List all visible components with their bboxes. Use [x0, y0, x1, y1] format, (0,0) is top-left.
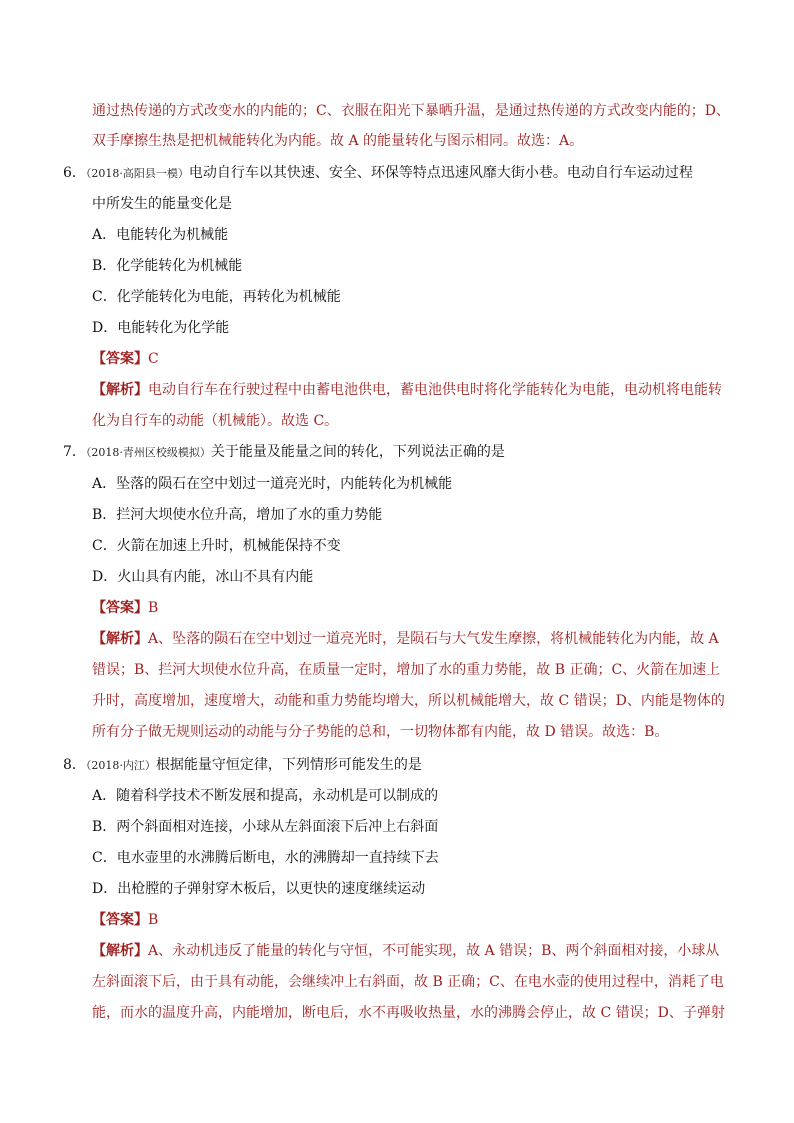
question-source: （2018·青州区校级模拟） — [85, 446, 211, 459]
option-c: C．火箭在加速上升时，机械能保持不变 — [92, 538, 341, 554]
analysis-line-3: 升时，高度增加，速度增大，动能和重力势能均增大，所以机械能增大，故 C 错误；D、内能是物体的 — [92, 693, 725, 709]
analysis-label: 【解析】 — [92, 382, 148, 398]
option-a: A．随着科学技术不断发展和提高，永动机是可以制成的 — [92, 788, 439, 804]
analysis-line-1: 【解析】A、永动机违反了能量的转化与守恒，不可能实现，故 A 错误；B、两个斜面相对接，小球从 — [92, 943, 720, 959]
analysis-label: 【解析】 — [92, 631, 148, 647]
option-d: D．电能转化为化学能 — [92, 320, 230, 336]
question-stem-line-1: 根据能量守恒定律，下列情形可能发生的是 — [155, 757, 422, 773]
analysis-line-1: 【解析】A、坠落的陨石在空中划过一道亮光时，是陨石与大气发生摩擦，将机械能转化为内能，故 A — [92, 631, 719, 647]
question-stem-line-1: 电动自行车以其快速、安全、环保等特点迅速风靡大街小巷。电动自行车运动过程 — [188, 165, 693, 181]
intro-explanation-line-2: 双手摩擦生热是把机械能转化为内能。故 A 的能量转化与图示相同。故选：A。 — [92, 133, 584, 149]
answer-value: B — [148, 912, 159, 928]
question-number: 6． — [63, 165, 86, 181]
question-stem-line-1: 关于能量及能量之间的转化，下列说法正确的是 — [210, 444, 505, 460]
question-number: 7． — [63, 444, 86, 460]
question-8-stem — [63, 755, 422, 776]
analysis-line-2: 左斜面滚下后，由于具有动能，会继续冲上右斜面，故 B 正确；C、在电水壶的使用过程中，消耗了电 — [92, 974, 724, 990]
answer-label: 【答案】 — [92, 351, 148, 367]
question-source: （2018·高阳县一模） — [85, 167, 189, 180]
analysis-line-3: 能，而水的温度升高，内能增加，断电后，水不再吸收热量，水的沸腾会停止，故 C 错误；D、子弹射 — [92, 1005, 725, 1021]
analysis-line-2: 化为自行车的动能（机械能）。故选 C。 — [92, 413, 339, 429]
question-7-stem — [63, 442, 505, 463]
answer-value: B — [148, 600, 159, 616]
analysis-label: 【解析】 — [92, 943, 148, 959]
question-number: 8． — [63, 757, 86, 773]
option-a: A．坠落的陨石在空中划过一道亮光时，内能转化为机械能 — [92, 476, 453, 492]
analysis-line-4: 所有分子做无规则运动的动能与分子势能的总和，一切物体都有内能，故 D 错误。故选：B。 — [92, 724, 669, 740]
option-c: C．电水壶里的水沸腾后断电，水的沸腾却一直持续下去 — [92, 850, 439, 866]
option-c: C．化学能转化为电能，再转化为机械能 — [92, 289, 341, 305]
answer-label: 【答案】 — [92, 600, 148, 616]
analysis-line-1: 【解析】电动自行车在行驶过程中由蓄电池供电，蓄电池供电时将化学能转化为电能，电动机将电能转 — [92, 382, 722, 398]
analysis-line-2: 错误；B、拦河大坝使水位升高，在质量一定时，增加了水的重力势能，故 B 正确；C、火箭在加速上 — [92, 662, 721, 678]
option-d: D．出枪膛的子弹射穿木板后，以更快的速度继续运动 — [92, 881, 426, 897]
option-b: B．化学能转化为机械能 — [92, 258, 243, 274]
question-6-stem — [63, 163, 693, 184]
question-stem-line-2: 中所发生的能量变化是 — [92, 196, 232, 212]
option-b: B．拦河大坝使水位升高，增加了水的重力势能 — [92, 507, 383, 523]
answer-label: 【答案】 — [92, 912, 148, 928]
answer-value: C — [148, 351, 159, 367]
option-a: A．电能转化为机械能 — [92, 227, 229, 243]
answer — [92, 349, 159, 369]
answer — [92, 910, 158, 930]
option-d: D．火山具有内能，冰山不具有内能 — [92, 569, 314, 585]
intro-explanation-line-1: 通过热传递的方式改变水的内能的；C、衣服在阳光下暴晒升温，是通过热传递的方式改变内能的；D、 — [92, 103, 730, 119]
question-source: （2018·内江） — [85, 759, 156, 772]
option-b: B．两个斜面相对连接，小球从左斜面滚下后冲上右斜面 — [92, 819, 439, 835]
answer — [92, 598, 158, 618]
